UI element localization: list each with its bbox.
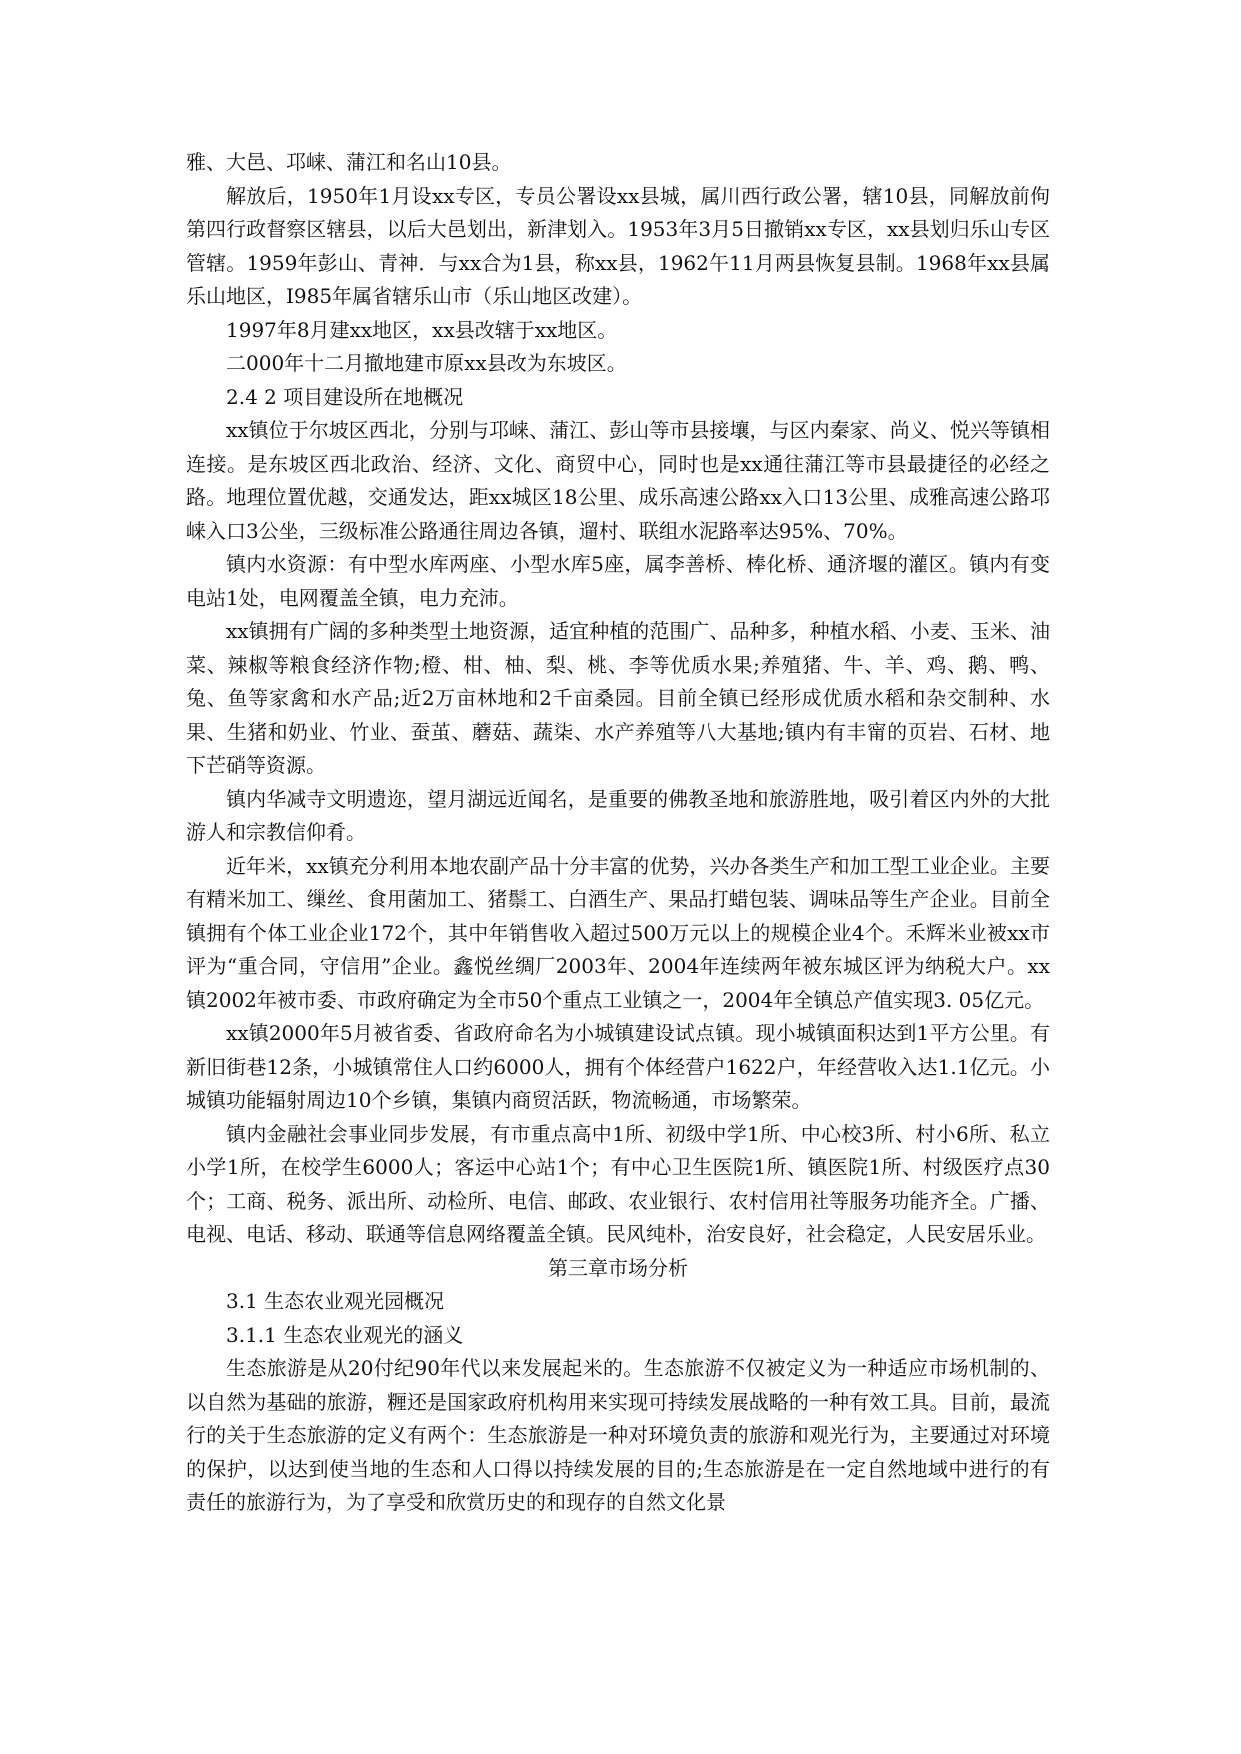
section-heading-3-1-1: 3.1.1 生态农业观光的涵义: [226, 1322, 464, 1347]
paragraph-county-list: 雅、大邑、邛崃、蒲江和名山10县。: [186, 150, 512, 174]
paragraph-land-resources: xx镇拥有广阔的多种类型土地资源，适宜种植的范围广、品种多，种植水稻、小麦、玉米、油菜、辣椒等粮食经济作物;橙、柑、柚、梨、桃、李等优质水果;养殖猪、牛、羊、鸡、鹅、鸭、兔、鱼等家禽和水产品;近2万亩林地和2千亩桑园。目前全镇已经形成优质水稻和杂交制种、水果、生猪和奶业、竹业、蚕茧、蘑菇、蔬柒、水产养殖等八大基地;镇内有丰甯的页岩、石材、地下芒硝等资源。: [186, 619, 1050, 777]
paragraph-water-resources: 镇内水资源：有中型水库两座、小型水库5座，属李善桥、棒化桥、通济堰的灌区。镇内有变电站1处，电网覆盖全镇，电力充沛。: [186, 552, 1050, 610]
paragraph-1997: 1997年8月建xx地区，xx县改辖于xx地区。: [226, 317, 618, 342]
section-heading-3-1: 3.1 生态农业观光园概况: [226, 1289, 445, 1313]
paragraph-small-town: xx镇2000年5月被省委、省政府命名为小城镇建设试点镇。现小城镇面积达到1平方公里。有新旧街巷12条，小城镇常住人口约6000人，拥有个体经营户1622户，年经营收入达1.1亿元。小城镇功能辐射周边10个乡镇，集镇内商贸活跃，物流畅通，市场繁荣。: [186, 1021, 1050, 1112]
paragraph-temple: 镇内华减寺文明遗迩，望月湖远近闻名，是重要的佛教圣地和旅游胜地，吸引着区内外的大批游人和宗教信仰肴。: [186, 786, 1050, 844]
paragraph-post-liberation: 解放后，1950年1月设xx专区，专员公署设xx县城，属川西行政公署，辖10县，同解放前佝第四行政督察区辖县，以后大邑划出，新津划入。1953年3月5日撤销xx专区，xx县划归乐山专区管辖。1959年彭山、青神．与xx合为1县，称xx县，1962午11月两县恢复县制。1968年xx县属乐山地区，I985年属省辖乐山市（乐山地区改建）。: [186, 183, 1050, 308]
paragraph-industry: 近年米，xx镇充分利用本地农副产品十分丰富的优势，兴办各类生产和加工型工业企业。主要有精米加工、缫丝、食用菌加工、猪鬃工、白酒生产、果品打蜡包装、调味品等生产企业。目前全镇拥有个体工业企业172个，其中年销售收入超过500万元以上的规模企业4个。禾辉米业被xx市评为“重合同，守信用”企业。鑫悦丝绸厂2003年、2004年连续两年被东城区评为纳税大户。xx镇2002年被市委、市政府确定为全市50个重点工业镇之一，2004年全镇总产值实现3. 05亿元。: [186, 853, 1050, 1012]
paragraph-social-services: 镇内金融社会事业同步发展，有市重点高中1所、初级中学1所、中心校3所、村小6所、私立小学1所，在校学生6000人；客运中心站1个；有中心卫生医院1所、镇医院1所、村级医疗点30个；工商、税务、派出所、动检所、电信、邮政、农业银行、农村信用社等服务功能齐全。广播、电视、电话、移动、联通等信息网络覆盖全镇。民风纯朴，治安良好，社会稳定，人民安居乐业。: [186, 1121, 1050, 1246]
paragraph-eco-tourism: 生态旅游是从20付纪90年代以来发展起米的。生态旅游不仅被定义为一种适应市场机制的、以自然为基础的旅游，糎还是国家政府机构用来实现可持续发展战略的一种有效工具。目前，最流行的关于生态旅游的定义有两个：生态旅游是一种对环境负责的旅游和观光行为，主要通过对环境的保护，以达到使当地的生态和人口得以持续发展的目的;生态旅游是在一定自然地域中进行的有责任的旅游行为，为了享受和欣赏历史的和现存的自然文化景: [186, 1356, 1050, 1514]
chapter-title: 第三章市场分析: [548, 1255, 688, 1280]
paragraph-location: xx镇位于尔坡区西北，分别与邛崃、蒲江、彭山等市县接壤，与区内秦家、尚义、悦兴等镇相连接。是东坡区西北政治、经济、文化、商贸中心，同时也是xx通往蒲江等市县最捷径的必经之路。地理位置优越，交通发达，距xx城区18公里、成乐高速公路xx入口13公里、成雅高速公路邛崃入口3公坐，三级标准公路通往周边各镇，遛村、联组水泥路率达95%、70%。: [186, 418, 1050, 543]
section-heading-2-4-2: 2.4 2 项目建设所在地概况: [226, 384, 464, 409]
paragraph-2000: 二000年十二月撤地建市原xx县改为东坡区。: [226, 351, 627, 375]
body-text: [186, 146, 1050, 1520]
